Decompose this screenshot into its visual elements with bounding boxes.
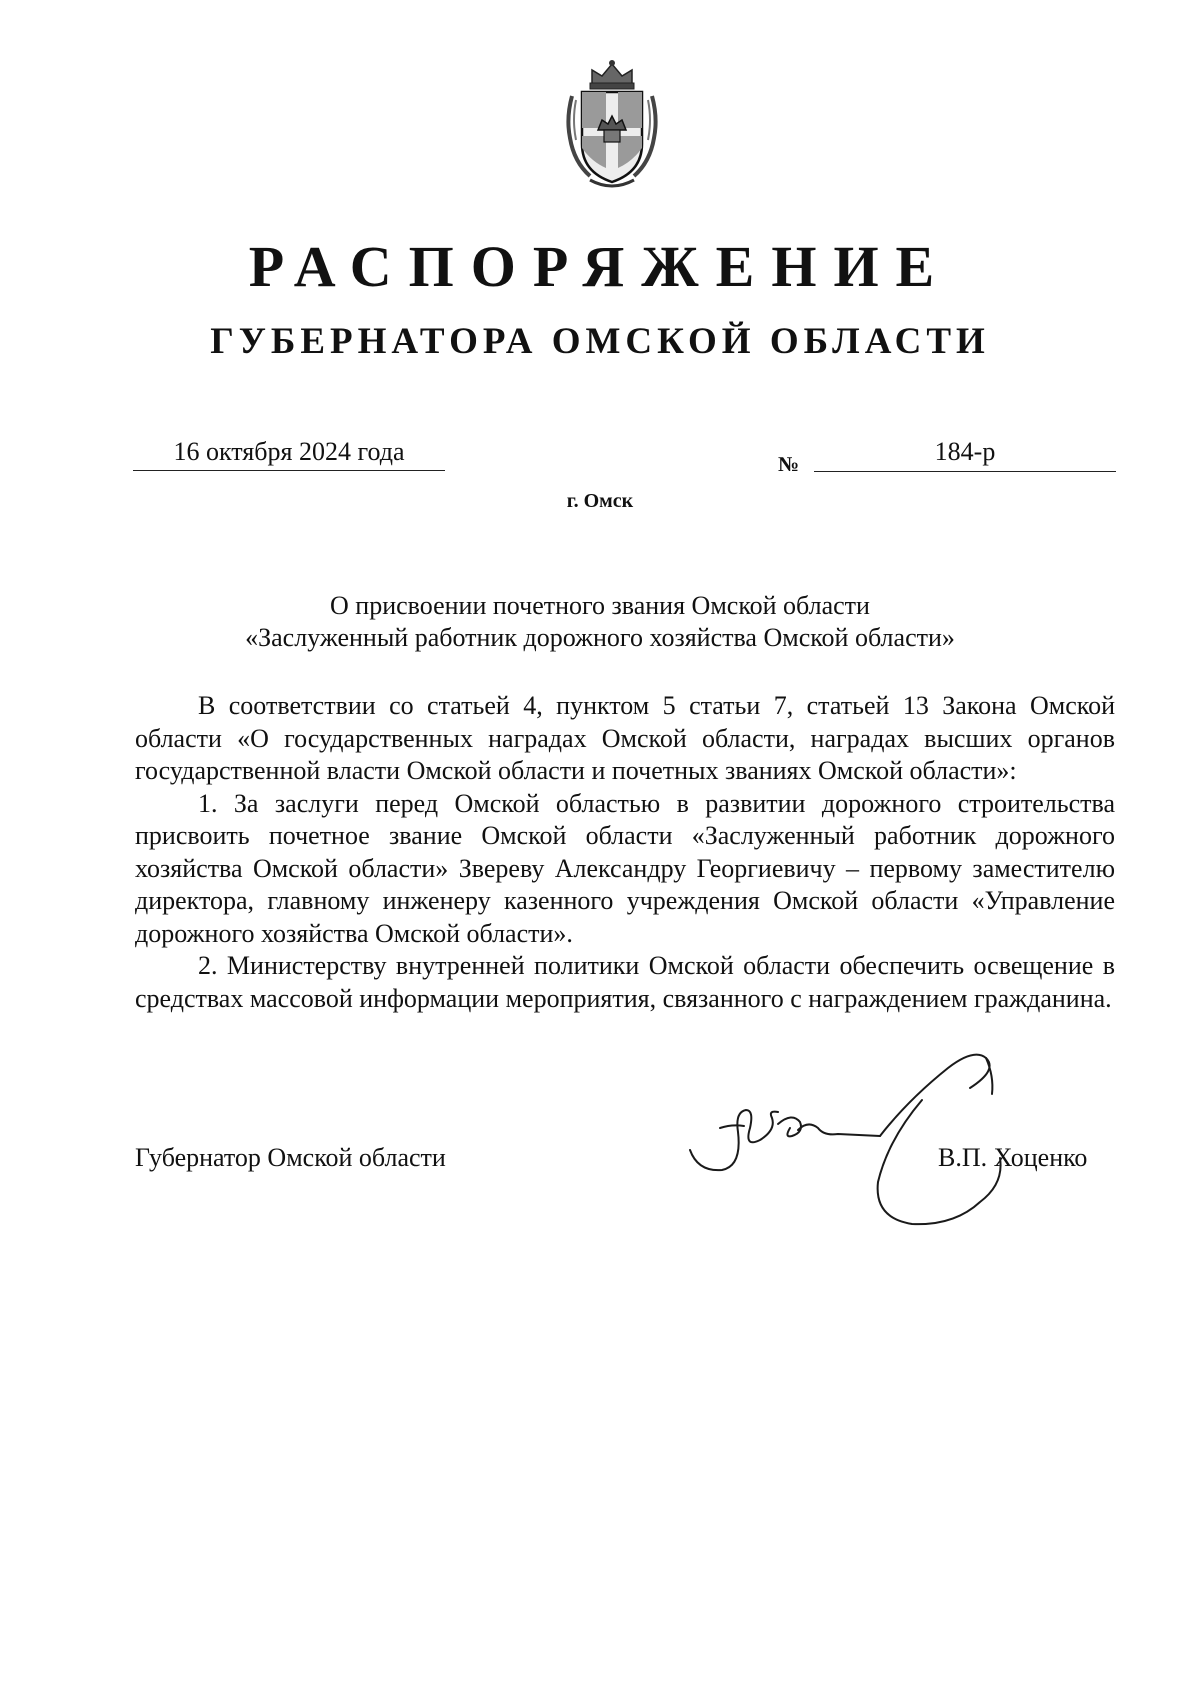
document-subtitle: ГУБЕРНАТОРА ОМСКОЙ ОБЛАСТИ <box>210 321 990 362</box>
signatory-role: Губернатор Омской области <box>135 1143 446 1172</box>
date-underline <box>133 470 445 471</box>
document-city: г. Омск <box>566 490 634 512</box>
signatory-name: В.П. Хоценко <box>938 1143 1088 1172</box>
coat-of-arms-icon <box>562 58 662 190</box>
subject-line-2: «Заслуженный работник дорожного хозяйства Омской области» <box>245 623 955 652</box>
subject-line-1: О присвоении почетного звания Омской области <box>330 591 870 620</box>
handwritten-signature <box>680 1040 1060 1240</box>
document-number: 184-р <box>934 437 996 466</box>
body-intro: В соответствии со статьей 4, пунктом 5 статьи 7, статьей 13 Закона Омской области «О государственных наградах Омской области, наградах высших органов государственной власти Омской области и почетных званиях Омской области»: <box>135 691 1115 785</box>
document-body <box>135 690 1115 1015</box>
number-underline <box>814 471 1116 472</box>
document-subject <box>0 590 1200 654</box>
document-title: РАСПОРЯЖЕНИЕ <box>248 234 952 299</box>
document-date: 16 октября 2024 года <box>173 437 405 466</box>
body-item-1: 1. За заслуги перед Омской областью в развитии дорожного строительства присвоить почетное звание Омской области «Заслуженный работник дорожного хозяйства Омской области» Звереву Александру Георгиевичу – первому заместителю директора, главному инженеру казенного учреждения Омской области «Управление дорожного хозяйства Омской области». <box>135 788 1115 948</box>
body-item-2: 2. Министерству внутренней политики Омской области обеспечить освещение в средствах массовой информации мероприятия, связанного с награждением гражданина. <box>135 951 1115 1013</box>
number-label: № <box>778 452 800 476</box>
